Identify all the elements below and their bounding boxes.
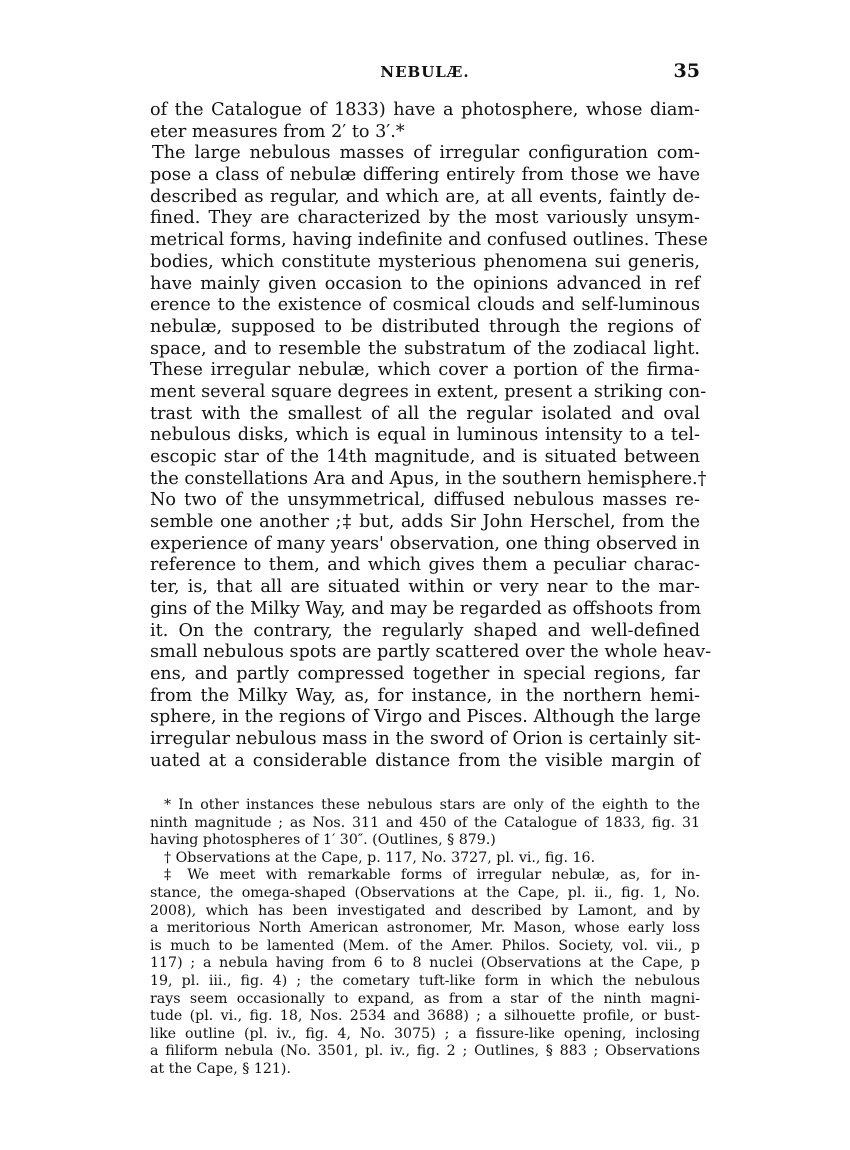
footnote-line: at the Cape, § 121). — [150, 1060, 291, 1077]
page-header — [150, 60, 700, 93]
footnote-line: a filiform nebula (No. 3501, pl. iv., fig. 2 ; Outlines, § 883 ; Observations — [150, 1043, 700, 1060]
body-line: gins of the Milky Way, and may be regarded as offshoots from — [150, 598, 702, 619]
body-line: semble one another ;‡ but, adds Sir John Herschel, from the — [150, 512, 700, 533]
footnote-line: rays seem occasionally to expand, as from a star of the ninth magni- — [150, 990, 700, 1007]
body-line: These irregular nebulæ, which cover a portion of the firma- — [150, 360, 700, 381]
body-line: space, and to resemble the substratum of the zodiacal light. — [150, 338, 700, 359]
body-text — [150, 100, 712, 772]
body-line: from the Milky Way, as, for instance, in the northern hemi- — [150, 685, 700, 706]
body-line: nebulæ, supposed to be distributed through the regions of — [150, 316, 700, 337]
body-line: sphere, in the regions of Virgo and Pisces. Although the large — [150, 707, 701, 728]
body-line: No two of the unsymmetrical, diffused nebulous masses re- — [150, 490, 700, 511]
body-line: reference to them, and which gives them a peculiar charac- — [150, 555, 700, 576]
body-line: have mainly given occasion to the opinions advanced in ref — [150, 273, 700, 294]
body-line: trast with the smallest of all the regular isolated and oval — [150, 403, 700, 424]
body-line: metrical forms, having indefinite and confused outlines. These — [150, 230, 708, 251]
footnote-line: tude (pl. vi., fig. 18, Nos. 2534 and 3688) ; a silhouette profile, or bust- — [150, 1008, 700, 1025]
body-line: escopic star of the 14th magnitude, and is situated between — [150, 447, 700, 467]
footnote-line: is much to be lamented (Mem. of the Amer. Philos. Society, vol. vii., p — [150, 937, 700, 954]
body-line: pose a class of nebulæ differing entirely from those we have — [150, 165, 700, 186]
footnote-line: ‡ We meet with remarkable forms of irregular nebulæ, as, for in- — [164, 867, 700, 884]
footnotes — [150, 797, 700, 1079]
page-number: 35 — [673, 60, 700, 82]
footnote-line: stance, the omega-shaped (Observations at the Cape, pl. ii., fig. 1, No. — [150, 884, 700, 901]
body-line: experience of many years' observation, one thing observed in — [150, 533, 700, 554]
footnote-line: 19, pl. iii., fig. 4) ; the cometary tuft-like form in which the nebulous — [150, 972, 700, 989]
body-line: described as regular, and which are, at all events, faintly de- — [150, 186, 700, 207]
footnote-line: having photospheres of 1′ 30″. (Outlines, § 879.) — [150, 832, 496, 849]
body-line: fined. They are characterized by the most variously unsym- — [150, 208, 700, 229]
body-line: irregular nebulous mass in the sword of Orion is certainly sit- — [150, 728, 701, 749]
footnote-line: * In other instances these nebulous stars are only of the eighth to the — [164, 797, 700, 813]
footnote-line: ninth magnitude ; as Nos. 311 and 450 of the Catalogue of 1833, fig. 31 — [150, 814, 700, 831]
footnote-line: 117) ; a nebula having from 6 to 8 nuclei (Observations at the Cape, p — [150, 955, 700, 972]
body-line: uated at a considerable distance from the visible margin of — [150, 750, 700, 771]
body-line: bodies, which constitute mysterious phenomena sui generis, — [150, 251, 700, 272]
body-line: of the Catalogue of 1833) have a photosphere, whose diam- — [150, 100, 700, 120]
body-line: small nebulous spots are partly scattered over the whole heav- — [150, 642, 712, 663]
body-line: nebulous disks, which is equal in luminous intensity to a tel- — [150, 425, 700, 446]
body-line: ter, is, that all are situated within or very near to the mar- — [150, 577, 700, 598]
running-title: NEBULÆ. — [380, 63, 470, 81]
body-line: eter measures from 2′ to 3′.* — [150, 121, 405, 142]
footnote-line: like outline (pl. iv., fig. 4, No. 3075) ; a fissure-like opening, inclosing — [150, 1025, 700, 1042]
body-line: it. On the contrary, the regularly shaped and well-defined — [150, 620, 700, 641]
body-line: ment several square degrees in extent, present a striking con- — [150, 381, 707, 402]
body-line: ens, and partly compressed together in special regions, far — [150, 663, 700, 684]
body-line: the constellations Ara and Apus, in the southern hemisphere.† — [150, 468, 707, 489]
footnote-line: † Observations at the Cape, p. 117, No. 3727, pl. vi., fig. 16. — [164, 849, 596, 866]
body-line: erence to the existence of cosmical clouds and self-luminous — [150, 295, 700, 316]
footnote-line: 2008), which has been investigated and described by Lamont, and by — [150, 902, 700, 919]
body-line: The large nebulous masses of irregular configuration com- — [152, 143, 700, 164]
footnote-line: a meritorious North American astronomer, Mr. Mason, whose early loss — [150, 920, 700, 937]
